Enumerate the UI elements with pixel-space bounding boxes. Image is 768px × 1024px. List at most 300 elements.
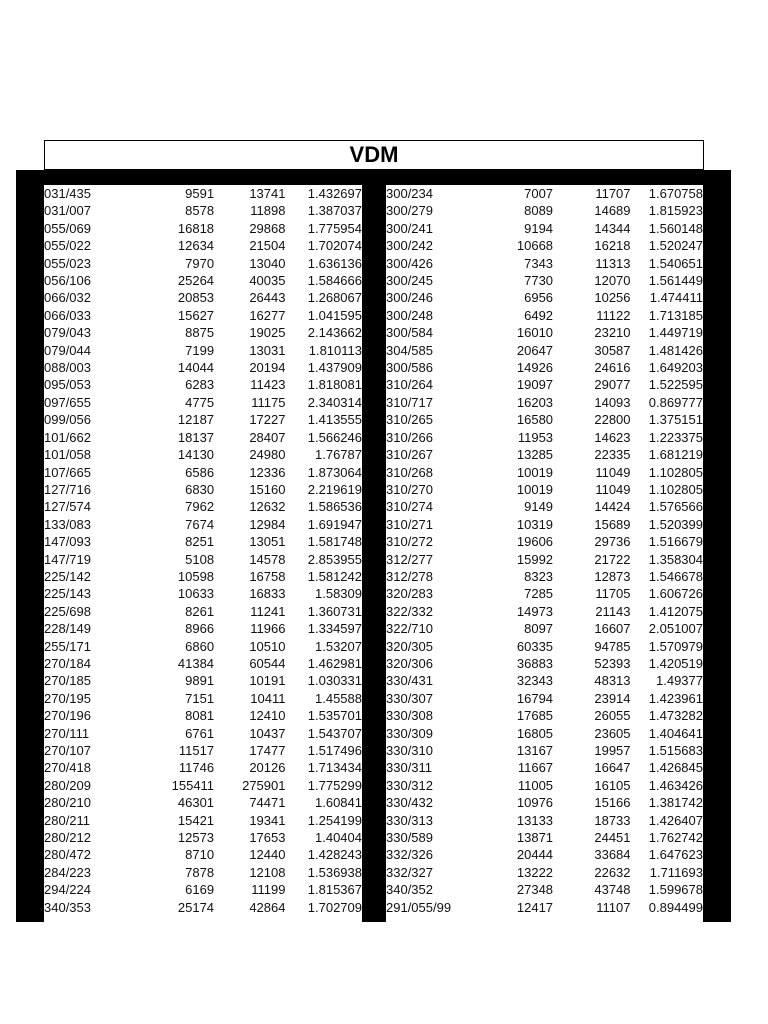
value-a-cell: 9891 — [185, 673, 215, 689]
value-a-cell: 11953 — [517, 429, 554, 445]
row-id-cell: 270/107 — [44, 743, 91, 758]
value-b-cell: 23210 — [594, 325, 631, 341]
table-row — [386, 777, 703, 794]
value-b-cell: 15689 — [594, 516, 631, 532]
table-row — [44, 638, 362, 655]
value-b-cell: 48313 — [594, 673, 631, 689]
table-row — [386, 446, 703, 463]
value-b-cell: 74471 — [249, 795, 286, 811]
ratio-cell: 2.051007 — [648, 621, 703, 637]
ratio-cell: 1.586536 — [307, 499, 362, 515]
value-a-cell: 10598 — [177, 568, 215, 584]
row-id-cell: 310/274 — [386, 499, 433, 515]
value-b-cell: 19341 — [249, 812, 286, 828]
row-id-cell: 056/106 — [44, 273, 91, 289]
value-b-cell: 10191 — [249, 673, 286, 689]
value-b-cell: 11049 — [595, 481, 631, 497]
value-a-cell: 25264 — [177, 273, 215, 289]
value-a-cell: 14130 — [177, 447, 215, 463]
table-row — [386, 394, 703, 411]
value-a-cell: 15992 — [516, 551, 554, 567]
ratio-cell: 1.474411 — [649, 290, 703, 306]
value-a-cell: 6169 — [185, 882, 215, 898]
value-a-cell: 10019 — [516, 481, 554, 497]
row-id-cell: 270/196 — [44, 708, 91, 724]
value-b-cell: 17653 — [249, 830, 286, 846]
value-a-cell: 7970 — [185, 255, 215, 271]
value-b-cell: 12336 — [249, 464, 286, 480]
table-row — [386, 829, 703, 846]
value-b-cell: 20194 — [249, 360, 286, 376]
row-id-cell: 280/210 — [44, 795, 91, 811]
value-b-cell: 60544 — [249, 655, 286, 671]
ratio-cell: 1.49377 — [656, 673, 703, 689]
value-b-cell: 12070 — [594, 273, 631, 289]
ratio-cell: 1.53207 — [315, 638, 362, 654]
value-b-cell: 13031 — [249, 342, 286, 358]
value-b-cell: 11107 — [596, 899, 631, 915]
row-id-cell: 055/022 — [44, 238, 91, 254]
value-b-cell: 22632 — [594, 864, 631, 880]
value-b-cell: 14623 — [594, 429, 631, 445]
value-a-cell: 18137 — [177, 429, 215, 445]
table-row — [44, 533, 362, 550]
table-row — [44, 464, 362, 481]
ratio-cell: 1.702074 — [307, 238, 362, 254]
ratio-cell: 1.041595 — [307, 307, 362, 323]
row-id-cell: 147/719 — [44, 551, 91, 567]
value-b-cell: 13741 — [249, 186, 286, 201]
table-row — [386, 620, 703, 637]
value-b-cell: 29077 — [594, 377, 631, 393]
ratio-cell: 1.473282 — [648, 708, 703, 724]
value-a-cell: 7878 — [185, 864, 215, 880]
ratio-cell: 1.428243 — [307, 847, 362, 863]
ratio-cell: 1.516679 — [648, 534, 703, 550]
row-id-cell: 300/234 — [386, 186, 433, 201]
value-a-cell: 16794 — [516, 690, 554, 706]
row-id-cell: 330/309 — [386, 725, 433, 741]
row-id-cell: 284/223 — [44, 864, 91, 880]
table-row — [44, 881, 362, 898]
value-a-cell: 12634 — [177, 238, 215, 254]
value-b-cell: 14344 — [594, 220, 631, 236]
row-id-cell: 330/310 — [386, 743, 433, 758]
value-a-cell: 10319 — [516, 516, 554, 532]
ratio-cell: 1.713185 — [648, 307, 703, 323]
ratio-cell: 1.520247 — [648, 238, 703, 254]
table-row — [386, 655, 703, 672]
table-row — [44, 272, 362, 289]
value-b-cell: 14093 — [594, 394, 631, 410]
row-id-cell: 310/717 — [386, 394, 433, 410]
value-b-cell: 21143 — [595, 603, 631, 619]
table-row — [44, 289, 362, 306]
ratio-cell: 1.818081 — [307, 377, 362, 393]
row-id-cell: 270/195 — [44, 690, 91, 706]
table-row — [44, 359, 362, 376]
value-a-cell: 8251 — [185, 534, 215, 550]
table-row — [386, 289, 703, 306]
table-row — [44, 620, 362, 637]
table-row — [386, 516, 703, 533]
row-id-cell: 079/043 — [44, 325, 91, 341]
value-b-cell: 20126 — [249, 760, 286, 776]
value-a-cell: 7151 — [185, 690, 215, 706]
value-a-cell: 20853 — [177, 290, 215, 306]
table-row — [386, 551, 703, 568]
ratio-cell: 2.340314 — [307, 394, 362, 410]
ratio-cell: 1.463426 — [648, 777, 703, 793]
ratio-cell: 1.647623 — [648, 847, 703, 863]
ratio-cell: 0.894499 — [648, 899, 703, 915]
table-row — [386, 568, 703, 585]
table-row — [44, 707, 362, 724]
value-b-cell: 29736 — [594, 534, 631, 550]
value-b-cell: 43748 — [594, 882, 631, 898]
value-b-cell: 17477 — [249, 743, 286, 758]
value-b-cell: 24451 — [594, 830, 631, 846]
table-row — [386, 255, 703, 272]
ratio-cell: 1.775954 — [307, 220, 362, 236]
row-id-cell: 330/313 — [386, 812, 433, 828]
ratio-cell: 1.223375 — [648, 429, 703, 445]
row-id-cell: 320/305 — [386, 638, 433, 654]
table-row — [386, 272, 703, 289]
value-b-cell: 11423 — [250, 377, 286, 393]
value-a-cell: 15627 — [177, 307, 215, 323]
table-row — [44, 376, 362, 393]
value-b-cell: 30587 — [594, 342, 631, 358]
value-a-cell: 14044 — [177, 360, 215, 376]
table-row — [44, 481, 362, 498]
row-id-cell: 340/353 — [44, 899, 91, 915]
ratio-cell: 1.702709 — [307, 899, 362, 915]
table-row — [44, 846, 362, 863]
ratio-cell: 1.426845 — [648, 760, 703, 776]
row-id-cell: 066/032 — [44, 290, 91, 306]
ratio-cell: 1.536938 — [307, 864, 362, 880]
row-id-cell: 332/326 — [386, 847, 433, 863]
value-a-cell: 6586 — [185, 464, 215, 480]
table-row — [386, 342, 703, 359]
value-b-cell: 18733 — [594, 812, 631, 828]
row-id-cell: 300/248 — [386, 307, 433, 323]
table-row — [44, 202, 362, 219]
value-b-cell: 29868 — [249, 220, 286, 236]
table-row — [386, 690, 703, 707]
ratio-cell: 1.570979 — [648, 638, 703, 654]
row-id-cell: 312/277 — [386, 551, 433, 567]
value-a-cell: 8875 — [185, 325, 215, 341]
row-id-cell: 310/267 — [386, 447, 433, 463]
left-data-table — [44, 185, 362, 916]
value-b-cell: 16218 — [594, 238, 631, 254]
table-row — [44, 429, 362, 446]
ratio-cell: 1.334597 — [307, 621, 362, 637]
value-a-cell: 8097 — [524, 621, 554, 637]
value-b-cell: 12984 — [249, 516, 286, 532]
table-row — [386, 237, 703, 254]
value-a-cell: 6492 — [524, 307, 554, 323]
row-id-cell: 310/265 — [386, 412, 433, 428]
row-id-cell: 127/574 — [44, 499, 91, 515]
table-row — [386, 725, 703, 742]
ratio-cell: 1.420519 — [648, 655, 703, 671]
value-b-cell: 33684 — [594, 847, 631, 863]
ratio-cell: 1.40404 — [315, 830, 362, 846]
value-b-cell: 23605 — [594, 725, 631, 741]
row-id-cell: 280/209 — [44, 777, 91, 793]
value-b-cell: 16277 — [249, 307, 286, 323]
ratio-cell: 1.711693 — [649, 864, 703, 880]
table-row — [44, 899, 362, 916]
row-id-cell: 300/279 — [386, 203, 433, 219]
value-b-cell: 11707 — [595, 186, 631, 201]
ratio-cell: 1.60841 — [315, 795, 362, 811]
table-row — [386, 533, 703, 550]
value-b-cell: 11199 — [251, 882, 286, 898]
value-a-cell: 7343 — [524, 255, 554, 271]
row-id-cell: 280/472 — [44, 847, 91, 863]
table-row — [386, 794, 703, 811]
ratio-cell: 1.599678 — [648, 882, 703, 898]
value-b-cell: 11241 — [250, 603, 286, 619]
value-b-cell: 24616 — [594, 360, 631, 376]
value-a-cell: 9149 — [524, 499, 554, 515]
table-row — [44, 185, 362, 202]
row-id-cell: 099/056 — [44, 412, 91, 428]
value-b-cell: 11175 — [251, 394, 286, 410]
row-id-cell: 310/271 — [386, 516, 433, 532]
row-id-cell: 133/083 — [44, 516, 91, 532]
ratio-cell: 1.517496 — [307, 743, 362, 758]
value-a-cell: 11005 — [517, 777, 554, 793]
ratio-cell: 1.670758 — [648, 186, 703, 201]
value-b-cell: 14689 — [594, 203, 631, 219]
ratio-cell: 1.535701 — [307, 708, 362, 724]
table-row — [44, 394, 362, 411]
value-b-cell: 14424 — [594, 499, 631, 515]
ratio-cell: 1.254199 — [307, 812, 362, 828]
ratio-cell: 1.576566 — [648, 499, 703, 515]
row-id-cell: 304/585 — [386, 342, 433, 358]
row-id-cell: 031/435 — [44, 186, 91, 201]
value-a-cell: 155411 — [171, 777, 215, 793]
value-b-cell: 21722 — [594, 551, 631, 567]
row-id-cell: 310/268 — [386, 464, 433, 480]
value-b-cell: 28407 — [249, 429, 286, 445]
value-a-cell: 14926 — [516, 360, 554, 376]
table-row — [44, 812, 362, 829]
table-row — [44, 777, 362, 794]
row-id-cell: 055/023 — [44, 255, 91, 271]
ratio-cell: 1.030331 — [307, 673, 362, 689]
row-id-cell: 332/327 — [386, 864, 433, 880]
ratio-cell: 1.543707 — [307, 725, 362, 741]
value-b-cell: 12873 — [594, 568, 631, 584]
table-row — [44, 237, 362, 254]
ratio-cell: 1.566246 — [307, 429, 362, 445]
value-b-cell: 275901 — [242, 777, 286, 793]
table-row — [386, 220, 703, 237]
row-id-cell: 322/710 — [386, 621, 433, 637]
table-row — [386, 464, 703, 481]
value-a-cell: 20647 — [516, 342, 554, 358]
ratio-cell: 1.581748 — [307, 534, 362, 550]
row-id-cell: 107/665 — [44, 464, 91, 480]
value-a-cell: 60335 — [516, 638, 554, 654]
ratio-cell: 1.815367 — [307, 882, 362, 898]
value-a-cell: 7285 — [524, 586, 554, 602]
value-a-cell: 6761 — [185, 725, 215, 741]
row-id-cell: 300/584 — [386, 325, 433, 341]
value-b-cell: 12108 — [249, 864, 286, 880]
row-id-cell: 294/224 — [44, 882, 91, 898]
value-a-cell: 11667 — [517, 760, 554, 776]
value-a-cell: 6956 — [524, 290, 554, 306]
ratio-cell: 1.581242 — [307, 568, 362, 584]
row-id-cell: 310/270 — [386, 481, 433, 497]
table-row — [386, 185, 703, 202]
right-data-panel — [386, 185, 703, 922]
value-b-cell: 52393 — [594, 655, 631, 671]
value-a-cell: 32343 — [516, 673, 554, 689]
table-row — [44, 498, 362, 515]
value-a-cell: 4775 — [185, 394, 215, 410]
value-b-cell: 19025 — [249, 325, 286, 341]
right-data-table — [386, 185, 703, 916]
value-a-cell: 11517 — [178, 743, 215, 758]
value-a-cell: 13222 — [516, 864, 554, 880]
ratio-cell: 1.522595 — [648, 377, 703, 393]
ratio-cell: 1.102805 — [648, 464, 703, 480]
table-row — [386, 672, 703, 689]
row-id-cell: 225/143 — [44, 586, 91, 602]
value-a-cell: 12187 — [177, 412, 215, 428]
row-id-cell: 330/312 — [386, 777, 433, 793]
ratio-cell: 1.691947 — [307, 516, 362, 532]
row-id-cell: 088/003 — [44, 360, 91, 376]
row-id-cell: 079/044 — [44, 342, 91, 358]
table-row — [44, 307, 362, 324]
row-id-cell: 291/055/99 — [386, 899, 452, 915]
ratio-cell: 1.102805 — [648, 481, 703, 497]
row-id-cell: 300/586 — [386, 360, 433, 376]
row-id-cell: 270/185 — [44, 673, 91, 689]
ratio-cell: 1.775299 — [307, 777, 362, 793]
ratio-cell: 1.360731 — [307, 603, 362, 619]
row-id-cell: 300/241 — [386, 220, 433, 236]
value-b-cell: 22335 — [594, 447, 631, 463]
row-id-cell: 340/352 — [386, 882, 433, 898]
table-title: VDM — [44, 140, 704, 170]
table-row — [386, 585, 703, 602]
value-b-cell: 11705 — [595, 586, 631, 602]
row-id-cell: 147/093 — [44, 534, 91, 550]
table-row — [386, 899, 703, 916]
value-b-cell: 16105 — [594, 777, 631, 793]
value-b-cell: 13040 — [249, 255, 286, 271]
row-id-cell: 228/149 — [44, 621, 91, 637]
ratio-cell: 1.432697 — [307, 186, 362, 201]
row-id-cell: 330/589 — [386, 830, 433, 846]
table-row — [386, 307, 703, 324]
value-a-cell: 7730 — [524, 273, 554, 289]
row-id-cell: 300/426 — [386, 255, 433, 271]
ratio-cell: 1.520399 — [648, 516, 703, 532]
row-id-cell: 300/246 — [386, 290, 433, 306]
ratio-cell: 1.636136 — [307, 255, 362, 271]
value-a-cell: 6860 — [185, 638, 215, 654]
value-b-cell: 14578 — [249, 551, 286, 567]
value-a-cell: 9194 — [524, 220, 554, 236]
ratio-cell: 2.853955 — [307, 551, 362, 567]
value-b-cell: 16607 — [594, 621, 631, 637]
table-row — [386, 742, 703, 759]
ratio-cell: 1.268067 — [307, 290, 362, 306]
value-b-cell: 42864 — [249, 899, 286, 915]
value-b-cell: 11313 — [595, 255, 631, 271]
row-id-cell: 270/184 — [44, 655, 91, 671]
value-b-cell: 15166 — [594, 795, 631, 811]
ratio-cell: 1.540651 — [648, 255, 703, 271]
value-b-cell: 10411 — [250, 690, 286, 706]
value-b-cell: 26055 — [594, 708, 631, 724]
table-row — [386, 638, 703, 655]
table-row — [386, 481, 703, 498]
table-row — [44, 411, 362, 428]
row-id-cell: 101/058 — [44, 447, 91, 463]
value-a-cell: 41384 — [177, 655, 215, 671]
value-b-cell: 23914 — [594, 690, 631, 706]
row-id-cell: 330/311 — [386, 760, 433, 776]
ratio-cell: 1.873064 — [307, 464, 362, 480]
value-b-cell: 11122 — [596, 307, 631, 323]
row-id-cell: 255/171 — [44, 638, 91, 654]
table-row — [386, 498, 703, 515]
ratio-cell: 1.546678 — [648, 568, 703, 584]
value-a-cell: 10633 — [177, 586, 215, 602]
value-a-cell: 7962 — [185, 499, 215, 515]
table-row — [386, 411, 703, 428]
row-id-cell: 330/308 — [386, 708, 433, 724]
table-row — [44, 864, 362, 881]
value-a-cell: 13133 — [516, 812, 554, 828]
ratio-cell: 1.413555 — [307, 412, 362, 428]
value-b-cell: 16833 — [249, 586, 286, 602]
table-row — [386, 846, 703, 863]
row-id-cell: 310/266 — [386, 429, 433, 445]
row-id-cell: 101/662 — [44, 429, 91, 445]
value-b-cell: 15160 — [249, 481, 286, 497]
value-a-cell: 14973 — [516, 603, 554, 619]
value-a-cell: 16580 — [516, 412, 554, 428]
value-a-cell: 20444 — [516, 847, 554, 863]
value-b-cell: 12410 — [249, 708, 286, 724]
value-a-cell: 5108 — [185, 551, 215, 567]
value-a-cell: 9591 — [185, 186, 215, 201]
value-a-cell: 15421 — [177, 812, 215, 828]
table-row — [44, 446, 362, 463]
value-a-cell: 12573 — [177, 830, 215, 846]
value-b-cell: 13051 — [249, 534, 286, 550]
ratio-cell: 1.762742 — [648, 830, 703, 846]
ratio-cell: 1.584666 — [307, 273, 362, 289]
value-a-cell: 11746 — [178, 760, 215, 776]
table-row — [44, 516, 362, 533]
table-row — [44, 672, 362, 689]
